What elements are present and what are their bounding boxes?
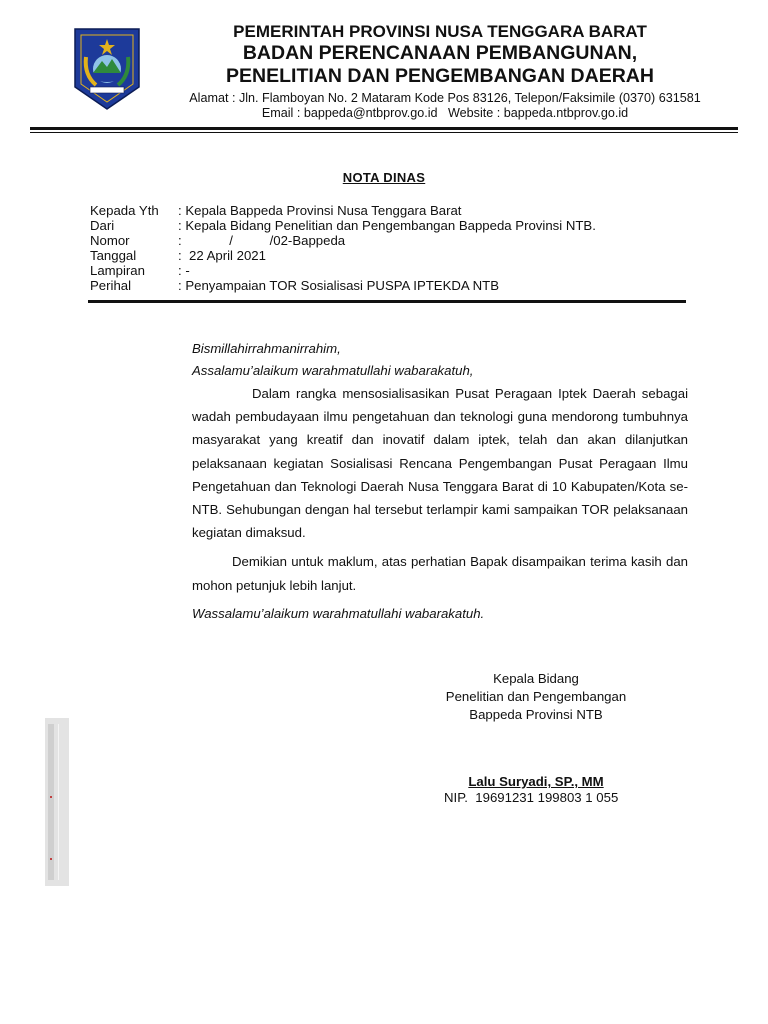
letterhead-rule-thin xyxy=(30,132,738,133)
meta-value: : - xyxy=(178,263,190,279)
letterhead-government-line: PEMERINTAH PROVINSI NUSA TENGGARA BARAT xyxy=(233,22,647,41)
meta-row-number xyxy=(90,233,596,248)
meta-value: : Kepala Bidang Penelitian dan Pengembangan Bappeda Provinsi NTB. xyxy=(178,218,596,234)
letterhead-rule-thick xyxy=(30,127,738,130)
letterhead-agency-line-2: PENELITIAN DAN PENGEMBANGAN DAERAH xyxy=(226,65,654,87)
meta-row-sender xyxy=(90,218,596,233)
greeting-salam: Assalamu’alaikum warahmatullahi wabarakatuh, xyxy=(192,363,474,378)
meta-label: Perihal xyxy=(90,278,132,294)
letterhead-contact xyxy=(150,91,740,121)
meta-label: Tanggal xyxy=(90,248,137,264)
meta-label: Nomor xyxy=(90,233,130,249)
signature-division: Penelitian dan Pengembangan xyxy=(445,689,627,704)
meta-row-subject xyxy=(90,278,596,293)
document-title: NOTA DINAS xyxy=(342,170,426,185)
closing-salam: Wassalamu’alaikum warahmatullahi wabarakatuh. xyxy=(192,605,485,621)
meta-value: : Kepala Bappeda Provinsi Nusa Tenggara Barat xyxy=(178,203,462,218)
provincial-emblem-icon xyxy=(72,27,142,111)
body-paragraph-1: Dalam rangka mensosialisasikan Pusat Peragaan Iptek Daerah sebagai wadah pembudayaan ilmu pengetahuan dan teknologi guna mendorong tumbuhnya masyarakat yang kreatif dan inovatif dalam iptek, telah dan akan dilanjutkan pelaksanaan kegiatan Sosialisasi Rencana Pengembangan Pusat Peragaan Ilmu Pengetahuan dan Teknologi Daerah Nusa Tenggara Barat di 10 Kabupaten/Kota se-NTB. Sehubungan dengan hal tersebut terlampir kami sampaikan TOR pelaksanaan kegiatan dimaksud. xyxy=(192,386,688,541)
body-paragraph-2: Demikian untuk maklum, atas perhatian Bapak disampaikan terima kasih dan mohon petunjuk lebih lanjut. xyxy=(192,554,688,593)
meta-value: : Penyampaian TOR Sosialisasi PUSPA IPTEKDA NTB xyxy=(178,278,500,294)
meta-divider xyxy=(88,300,686,303)
letterhead-agency-line-1: BADAN PERENCANAAN PEMBANGUNAN, xyxy=(242,42,638,64)
signature-position: Kepala Bidang xyxy=(493,671,579,686)
letterhead-address: Alamat : Jln. Flamboyan No. 2 Mataram Kode Pos 83126, Telepon/Faksimile (0370) 631581 xyxy=(189,91,701,105)
meta-label: Lampiran xyxy=(90,263,145,279)
letterhead xyxy=(150,22,730,88)
meta-row-date xyxy=(90,248,596,263)
meta-label: Kepada Yth xyxy=(90,203,159,218)
meta-label: Dari xyxy=(90,218,115,234)
meta-value: : / /02-Bappeda xyxy=(178,233,346,249)
memo-body xyxy=(192,338,688,625)
memo-meta xyxy=(90,203,596,294)
scan-edge-strip xyxy=(45,718,69,886)
signatory-nip: NIP. 19691231 199803 1 055 xyxy=(444,790,619,805)
meta-row-recipient xyxy=(90,203,596,218)
meta-row-attachment xyxy=(90,263,596,278)
signatory-name: Lalu Suryadi, SP., MM xyxy=(468,774,604,789)
greeting-bismillah: Bismillahirrahmanirrahim, xyxy=(192,341,341,356)
meta-value: : 22 April 2021 xyxy=(178,248,266,264)
letterhead-email-website: Email : bappeda@ntbprov.go.id Website : bappeda.ntbprov.go.id xyxy=(261,106,629,120)
signature-agency: Bappeda Provinsi NTB xyxy=(469,707,603,722)
signature-block xyxy=(420,670,652,724)
